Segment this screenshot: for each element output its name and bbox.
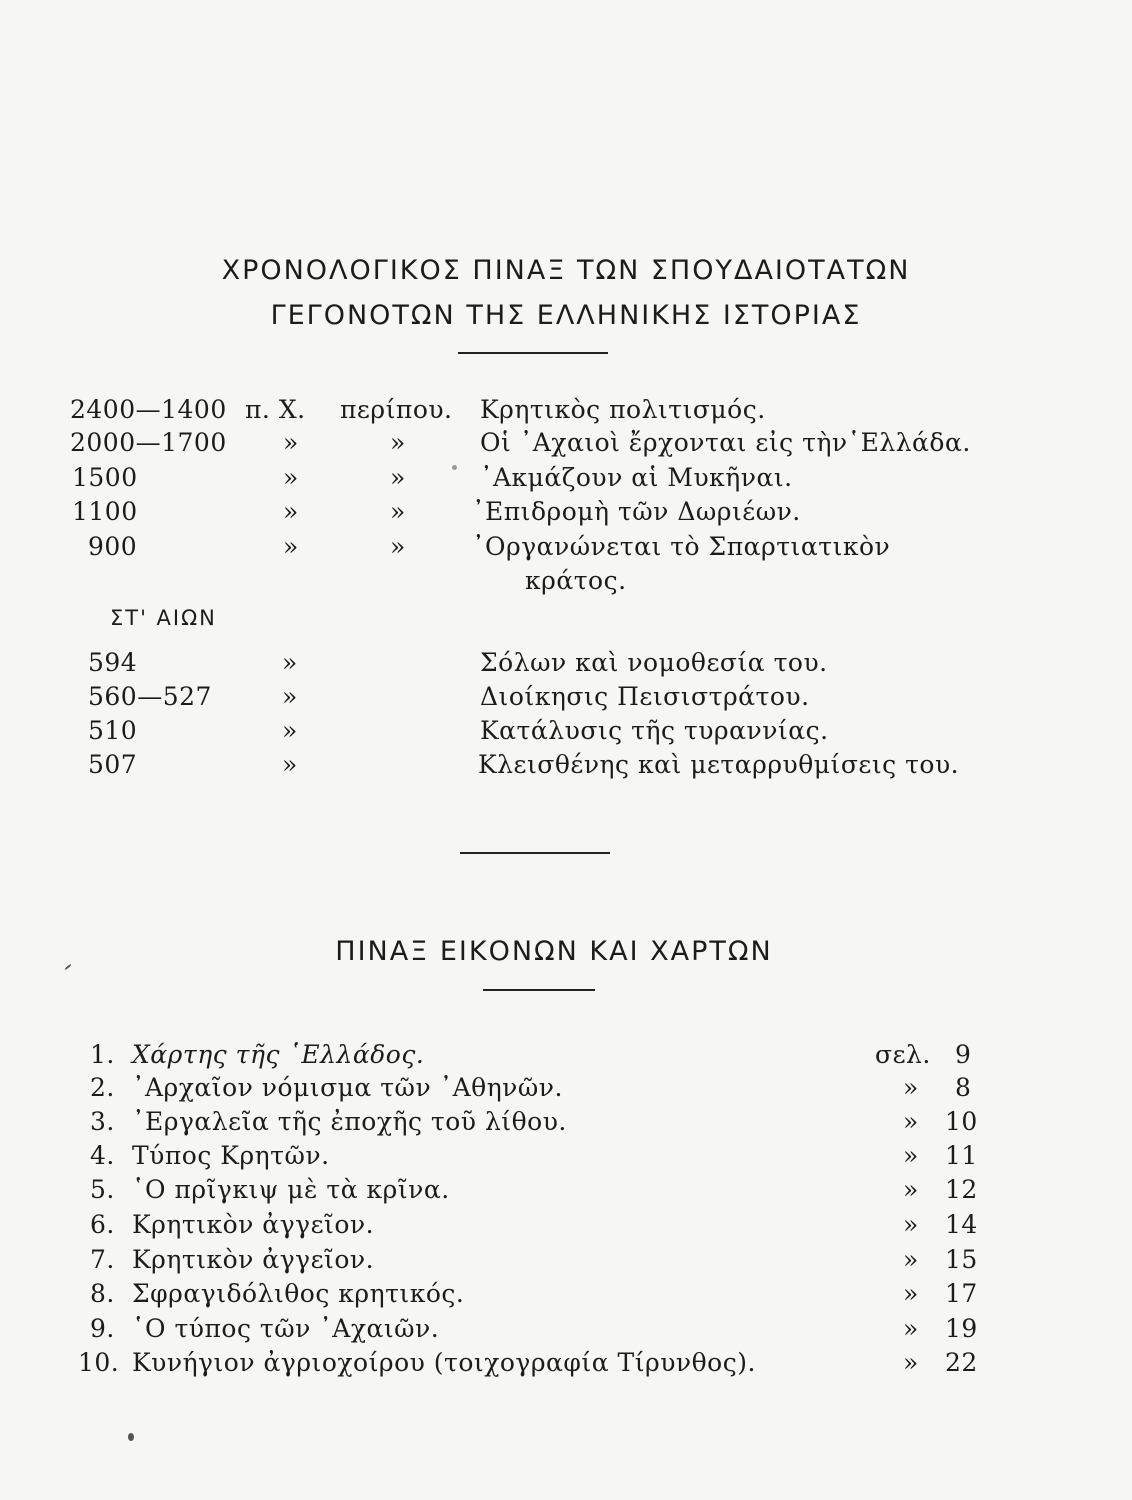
item-text: Κυνήγιον ἀγριοχοίρου (τοιχογραφία Τίρυνθος). (132, 1348, 756, 1377)
ditto-mark: » (282, 750, 298, 779)
date: 1500 (72, 463, 138, 492)
title-rule (458, 352, 608, 354)
date: 560—527 (88, 682, 212, 711)
figures-title: ΠΙΝΑΞ ΕΙΚΟΝΩΝ ΚΑΙ ΧΑΡΤΩΝ (335, 936, 773, 967)
ditto-mark: » (390, 497, 406, 526)
page-number: 17 (945, 1279, 978, 1308)
chronology-row (0, 532, 1132, 566)
page-number: 12 (945, 1175, 978, 1204)
era-label-row (0, 606, 1132, 640)
event: Κατάλυσις τῆς τυραννίας. (480, 716, 829, 745)
event: ᾿Επιδρομὴ τῶν Δωριέων. (472, 497, 801, 526)
item-number: 2. (90, 1073, 115, 1102)
chronology-row (0, 497, 1132, 531)
item-text: ᾿Αρχαῖον νόμισμα τῶν ᾿Αθηνῶν. (132, 1073, 563, 1102)
date: 507 (88, 750, 138, 779)
event: ᾿Ακμάζουν αἱ Μυκῆναι. (480, 463, 793, 492)
item-text: Χάρτης τῆς ῾Ελλάδος. (132, 1040, 425, 1069)
figure-list-item (0, 1175, 1132, 1209)
item-text: Κρητικὸν ἀγγεῖον. (132, 1245, 375, 1274)
item-text: ᾿Εργαλεῖα τῆς ἐποχῆς τοῦ λίθου. (132, 1107, 567, 1136)
figures-title-rule (483, 989, 595, 991)
item-number: 6. (90, 1210, 115, 1239)
event: ᾿Οργανώνεται τὸ Σπαρτιατικὸν (472, 532, 891, 561)
ditto-mark: » (903, 1141, 919, 1170)
ditto-mark: » (903, 1107, 919, 1136)
ditto-mark: » (390, 532, 406, 561)
item-number: 4. (90, 1141, 115, 1170)
item-number: 3. (90, 1107, 115, 1136)
date: 510 (88, 716, 138, 745)
page-number: 11 (945, 1141, 978, 1170)
ditto-mark: » (903, 1245, 919, 1274)
ditto-mark: » (903, 1073, 919, 1102)
figure-list-item (0, 1245, 1132, 1279)
page-number: 19 (945, 1314, 978, 1343)
event: Διοίκησις Πεισιστράτου. (480, 682, 810, 711)
approx-marker: περίπου. (340, 395, 453, 424)
date: 900 (88, 532, 138, 561)
print-speck (128, 1433, 134, 1441)
chronology-row (0, 648, 1132, 682)
event-continuation: κράτος. (525, 566, 627, 595)
chronology-row (0, 750, 1132, 784)
page-number: 9 (955, 1040, 972, 1069)
page-number: 15 (945, 1245, 978, 1274)
ditto-mark: » (903, 1175, 919, 1204)
item-text: Κρητικὸν ἀγγεῖον. (132, 1210, 375, 1239)
chronology-row-continuation (0, 566, 1132, 600)
event: Κρητικὸς πολιτισμός. (480, 395, 766, 424)
item-number: 9. (90, 1314, 115, 1343)
item-text: ῾Ο τύπος τῶν ᾿Αχαιῶν. (132, 1314, 440, 1343)
date: 2000—1700 (70, 428, 227, 457)
item-text: Σφραγιδόλιθος κρητικός. (132, 1279, 465, 1308)
item-number: 5. (90, 1175, 115, 1204)
item-text: Τύπος Κρητῶν. (132, 1141, 330, 1170)
event: Κλεισθένης καὶ μεταρρυθμίσεις του. (478, 750, 960, 779)
page-number: 8 (955, 1073, 972, 1102)
page-label: σελ. (875, 1040, 931, 1069)
page-number: 14 (945, 1210, 978, 1239)
event: Σόλων καὶ νομοθεσία του. (480, 648, 828, 677)
chronology-title-line2: ΓΕΓΟΝΟΤΩΝ ΤΗΣ ΕΛΛΗΝΙΚΗΣ ΙΣΤΟΡΙΑΣ (270, 300, 862, 331)
ditto-mark: » (390, 463, 406, 492)
ditto-mark: » (282, 716, 298, 745)
print-speck (452, 465, 457, 470)
figure-list-item (0, 1348, 1132, 1382)
chronology-title-line1: ΧΡΟΝΟΛΟΓΙΚΟΣ ΠΙΝΑΞ ΤΩΝ ΣΠΟΥΔΑΙΟΤΑΤΩΝ (221, 255, 911, 286)
ditto-mark: » (283, 428, 299, 457)
figure-list-item (0, 1141, 1132, 1175)
figure-list-item (0, 1107, 1132, 1141)
item-text: ῾Ο πρῖγκιψ μὲ τὰ κρῖνα. (132, 1175, 450, 1204)
era-label: ΣΤ' ΑΙΩΝ (110, 606, 217, 630)
chronology-row (0, 395, 1132, 429)
date: 2400—1400 (70, 395, 227, 424)
section-separator (460, 852, 610, 854)
ditto-mark: » (282, 648, 298, 677)
item-number: 10. (78, 1348, 120, 1377)
ditto-mark: » (283, 497, 299, 526)
ditto-mark: » (390, 428, 406, 457)
chronology-row (0, 428, 1132, 462)
date: 1100 (72, 497, 138, 526)
page-number: 22 (945, 1348, 978, 1377)
ditto-mark: » (903, 1314, 919, 1343)
chronology-row (0, 463, 1132, 497)
chronology-row (0, 716, 1132, 750)
ditto-mark: » (903, 1279, 919, 1308)
date: 594 (88, 648, 138, 677)
ditto-mark: » (283, 463, 299, 492)
ditto-mark: » (283, 532, 299, 561)
item-number: 1. (90, 1040, 115, 1069)
figure-list-item (0, 1073, 1132, 1107)
figure-list-item (0, 1314, 1132, 1348)
item-number: 7. (90, 1245, 115, 1274)
page-number: 10 (945, 1107, 978, 1136)
figure-list-item (0, 1279, 1132, 1313)
figure-list-item (0, 1040, 1132, 1074)
ditto-mark: » (282, 682, 298, 711)
figure-list-item (0, 1210, 1132, 1244)
event: Οἱ ᾿Αχαιοὶ ἔρχονται εἰς τὴν῾Ελλάδα. (480, 428, 971, 457)
item-number: 8. (90, 1279, 115, 1308)
era-marker: π. Χ. (245, 395, 306, 424)
ditto-mark: » (903, 1348, 919, 1377)
ditto-mark: » (903, 1210, 919, 1239)
chronology-row (0, 682, 1132, 716)
